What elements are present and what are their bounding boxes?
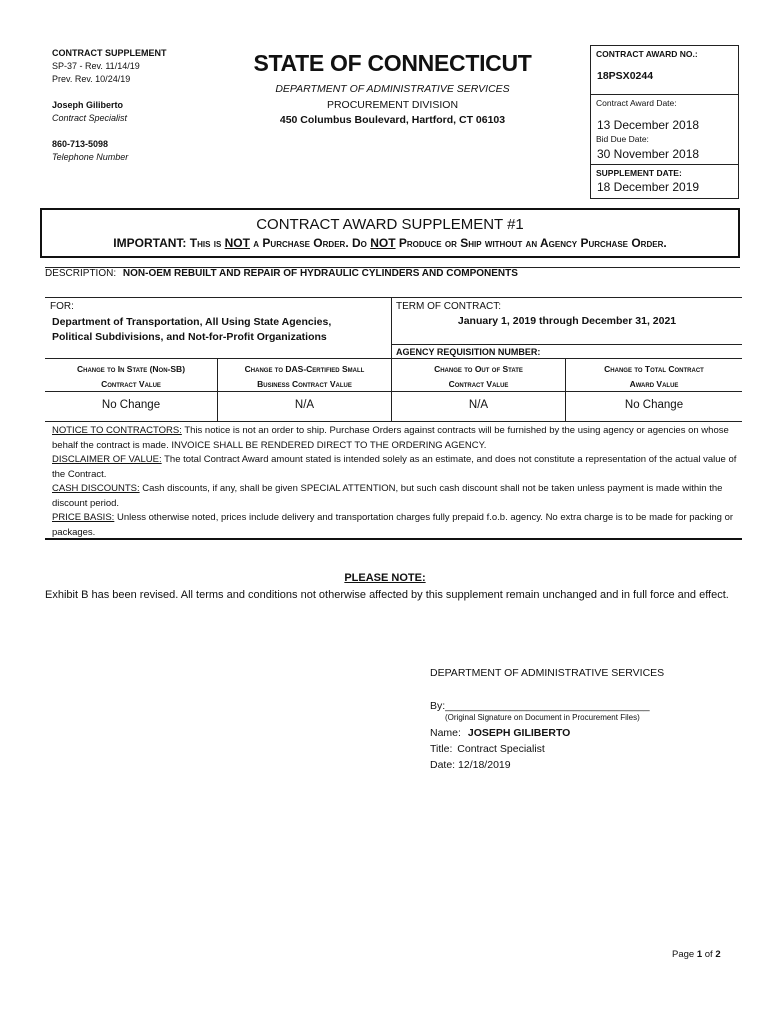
- banner-title: CONTRACT AWARD SUPPLEMENT #1: [256, 216, 524, 233]
- signer-title: Contract Specialist: [457, 743, 545, 755]
- header-out-of-state: Change to Out of State Contract Value: [434, 364, 523, 389]
- supplement-date: 18 December 2019: [597, 180, 700, 194]
- address: 450 Columbus Boulevard, Hartford, CT 06103: [279, 114, 506, 126]
- contact-name: Joseph Giliberto: [52, 100, 124, 110]
- price-basis: PRICE BASIS: Unless otherwise noted, prices include delivery and transportation charges fully prepaid f.o.b. agency. No extra charge is to be made for packing or packages.: [52, 512, 734, 538]
- notice-to-contractors: NOTICE TO CONTRACTORS: This notice is not an order to ship. Purchase Orders against contracts will be furnished by the using agency or agencies on whose behalf the contract is made. INVOICE SHALL BE RENDERED DIRECT TO THE ORDERING AGENCY.: [52, 425, 729, 451]
- please-note-heading: PLEASE NOTE:: [344, 572, 426, 584]
- requisition-label: AGENCY REQUISITION NUMBER:: [396, 347, 541, 357]
- phone-label: Telephone Number: [52, 152, 129, 162]
- header-center: [250, 50, 535, 126]
- division-name: PROCUREMENT DIVISION: [326, 99, 459, 111]
- header-in-state: Change to In State (Non-SB) Contract Value: [76, 364, 186, 389]
- signature-date-row: Date: 12/18/2019: [430, 759, 511, 771]
- description-label: DESCRIPTION:: [45, 268, 117, 279]
- state-title: STATE OF CONNECTICUT: [253, 50, 532, 76]
- contact-title: Contract Specialist: [52, 113, 128, 123]
- department-name: DEPARTMENT OF ADMINISTRATIVE SERVICES: [275, 83, 510, 95]
- signature-by-line: By:___________________________________: [430, 700, 650, 712]
- award-no: 18PSX0244: [597, 70, 654, 82]
- previous-revision: Prev. Rev. 10/24/19: [52, 74, 131, 84]
- value-out-of-state: N/A: [468, 399, 489, 411]
- header-total-contract: Change to Total Contract Award Value: [604, 364, 704, 389]
- value-das-small-business: N/A: [294, 399, 315, 411]
- description-row: [45, 268, 518, 279]
- bid-due-date: 30 November 2018: [597, 147, 700, 161]
- please-note-body: Exhibit B has been revised. All terms and conditions not otherwise affected by this supplement remain unchanged and in full force and effect.: [45, 589, 729, 601]
- description-value: NON-OEM REBUILT AND REPAIR OF HYDRAULIC CYLINDERS AND COMPONENTS: [122, 268, 518, 279]
- header-left: [52, 47, 232, 164]
- signature-date: 12/18/2019: [458, 759, 511, 771]
- header-das-small-business: Change to DAS-Certified Small Business Contract Value: [244, 364, 365, 389]
- signature-name-row: Name: JOSEPH GILIBERTO: [430, 727, 571, 739]
- page-number: Page 1 of 2: [672, 949, 721, 960]
- disclaimer-of-value: DISCLAIMER OF VALUE: The total Contract Award amount stated is intended solely as an estimate, and does not constitute a representation of the actual value of the Contract.: [52, 454, 737, 480]
- value-in-state: No Change: [101, 399, 161, 411]
- award-date-label: Contract Award Date:: [596, 98, 677, 108]
- phone-number: 860-713-5098: [52, 139, 109, 149]
- award-info-box: [590, 45, 739, 199]
- term-value: January 1, 2019 through December 31, 2021: [457, 315, 677, 327]
- for-agencies: Department of Transportation, All Using State Agencies, Political Subdivisions, and Not-for-Profit Organizations: [52, 316, 332, 343]
- award-no-label: CONTRACT AWARD NO.:: [596, 49, 698, 59]
- notices-section: [52, 424, 737, 540]
- supplement-date-label: SUPPLEMENT DATE:: [596, 168, 682, 178]
- original-signature-note: (Original Signature on Document in Procurement Files): [445, 713, 640, 722]
- form-title: CONTRACT SUPPLEMENT: [52, 48, 167, 58]
- form-revision: SP-37 - Rev. 11/14/19: [52, 61, 140, 71]
- signature-department: DEPARTMENT OF ADMINISTRATIVE SERVICES: [430, 667, 665, 679]
- for-label: FOR:: [50, 301, 74, 312]
- cash-discounts: CASH DISCOUNTS: Cash discounts, if any, shall be given SPECIAL ATTENTION, but such cash discount shall not be taken unless payment is made within the discount period.: [52, 483, 723, 509]
- signer-name: JOSEPH GILIBERTO: [467, 727, 571, 739]
- bid-due-label: Bid Due Date:: [596, 134, 649, 144]
- value-total-contract: No Change: [624, 399, 684, 411]
- term-label: TERM OF CONTRACT:: [396, 301, 501, 312]
- signature-title-row: Title: Contract Specialist: [430, 743, 545, 755]
- award-date: 13 December 2018: [597, 118, 700, 132]
- important-notice: IMPORTANT: This is NOT a Purchase Order. Do NOT Produce or Ship without an Agency Purchase Order.: [113, 236, 667, 250]
- supplement-banner: [40, 208, 740, 258]
